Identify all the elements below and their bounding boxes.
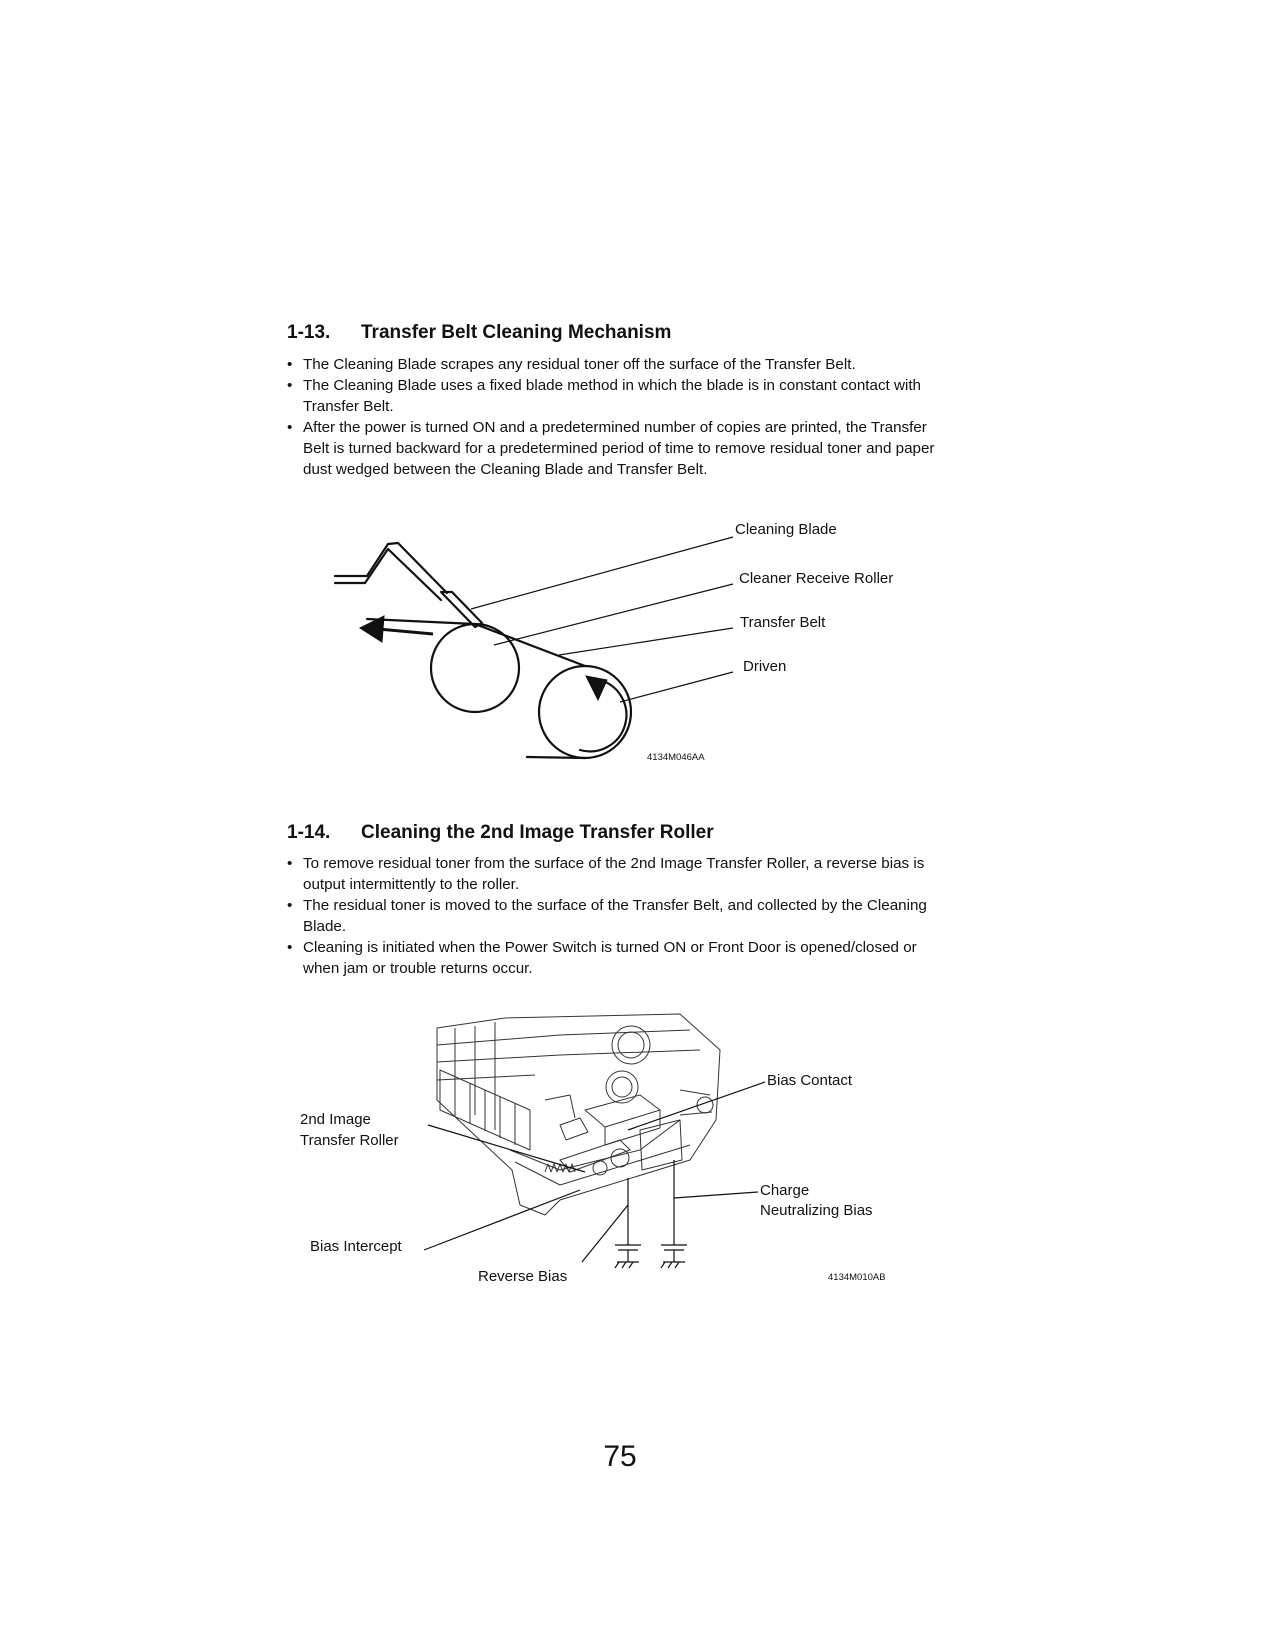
list-item: • To remove residual toner from the surface of the 2nd Image Transfer Roller, a reverse bias is output intermittently to the roller. — [287, 853, 957, 895]
label-driven: Driven — [743, 658, 787, 675]
label-charge-line1: Charge — [760, 1182, 810, 1199]
list-item: • After the power is turned ON and a predetermined number of copies are printed, the Transfer Belt is turned backward for a predetermined period of time to remove residual toner and paper dust wedged between the Cleaning Blade and Transfer Belt. — [287, 417, 957, 480]
list-item: • Cleaning is initiated when the Power Switch is turned ON or Front Door is opened/closed or when jam or trouble returns occur. — [287, 937, 957, 979]
label-bias-intercept: Bias Intercept — [310, 1238, 402, 1255]
leader-bias-contact — [628, 1082, 765, 1130]
label-neutralizing-bias-line2: Neutralizing Bias — [760, 1202, 873, 1219]
label-bias-contact: Bias Contact — [767, 1072, 853, 1089]
leader-reverse-bias — [582, 1205, 628, 1262]
section-number: 1-14. — [287, 822, 331, 843]
section-title: Cleaning the 2nd Image Transfer Roller — [361, 822, 714, 843]
section-title: Transfer Belt Cleaning Mechanism — [361, 322, 672, 343]
label-2nd-image-line1: 2nd Image — [300, 1111, 371, 1128]
gear-lower — [606, 1071, 638, 1103]
label-transfer-roller-line2: Transfer Roller — [300, 1132, 399, 1149]
label-cleaner-receive-roller: Cleaner Receive Roller — [739, 570, 894, 587]
list-item: • The residual toner is moved to the surface of the Transfer Belt, and collected by the Cleaning Blade. — [287, 895, 957, 937]
label-cleaning-blade: Cleaning Blade — [735, 521, 837, 538]
leader-bias-intercept — [424, 1190, 580, 1250]
figure-code: 4134M046AA — [647, 752, 705, 763]
label-transfer-belt: Transfer Belt — [740, 614, 826, 631]
list-item: • The Cleaning Blade uses a fixed blade method in which the blade is in constant contact with Transfer Belt. — [287, 375, 957, 417]
leader-charge-neutralizing-bias — [674, 1192, 758, 1198]
label-reverse-bias: Reverse Bias — [478, 1268, 568, 1285]
list-item: • The Cleaning Blade scrapes any residual toner off the surface of the Transfer Belt. — [287, 354, 957, 375]
section-number: 1-13. — [287, 322, 331, 343]
unit-outline — [437, 1014, 720, 1215]
page-number: 75 — [603, 1440, 637, 1473]
figure-code: 4134M010AB — [828, 1272, 886, 1283]
